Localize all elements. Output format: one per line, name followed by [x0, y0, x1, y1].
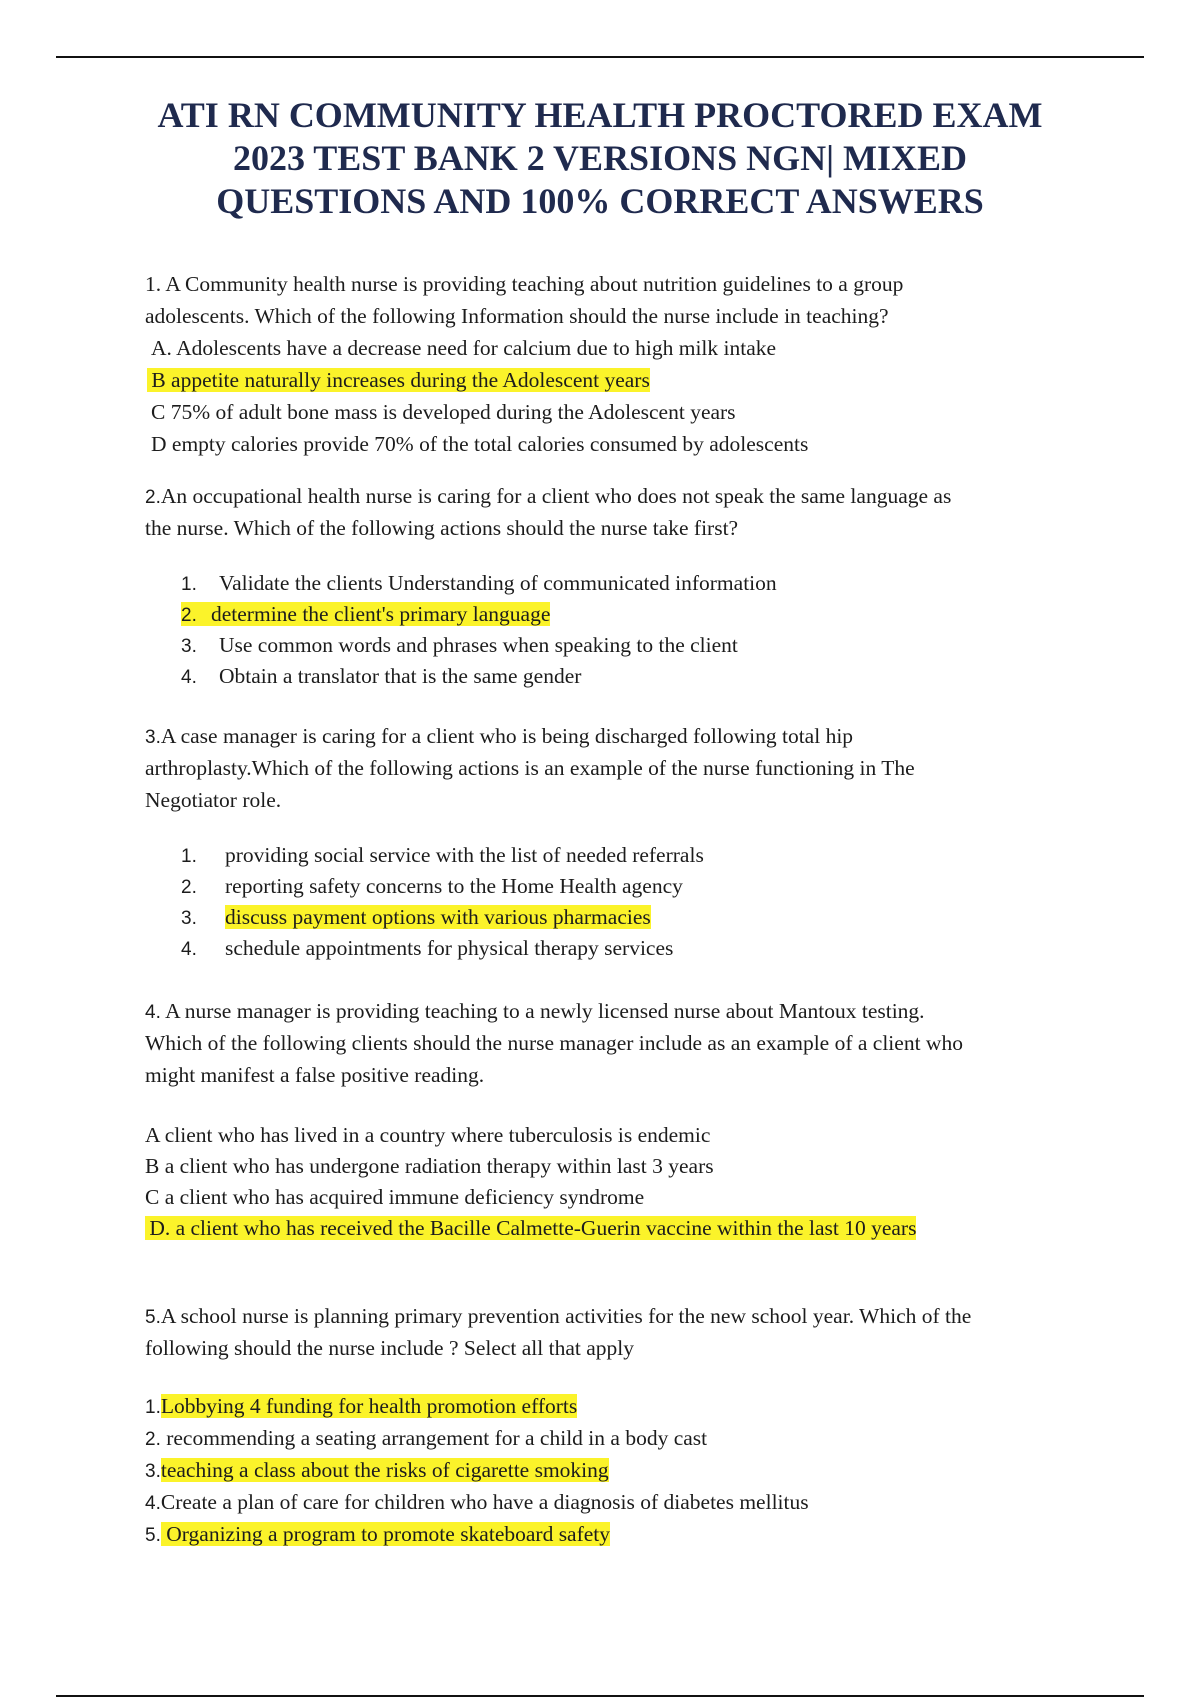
question-2-option-3: 3. Use common words and phrases when speaking to the client	[181, 633, 738, 657]
answer-highlight: D. a client who has received the Bacille Calmette-Guerin vaccine within the last 10 years	[145, 1216, 916, 1240]
question-5-option-5: 5. Organizing a program to promote skateboard safety	[145, 1522, 611, 1546]
question-4-option-b: B a client who has undergone radiation therapy within last 3 years	[145, 1154, 714, 1178]
question-4-option-a: A client who has lived in a country where tuberculosis is endemic	[145, 1123, 711, 1147]
question-3-option-3: 3. discuss payment options with various pharmacies	[181, 905, 651, 929]
question-1	[145, 268, 1090, 460]
answer-highlight: 2. determine the client's primary language	[181, 602, 551, 626]
question-5	[145, 1300, 1090, 1550]
question-4-stem-line: Which of the following clients should the nurse manager include as an example of a client who	[145, 1031, 963, 1055]
question-2	[145, 480, 1090, 692]
question-5-option-3: 3.teaching a class about the risks of cigarette smoking	[145, 1458, 609, 1482]
question-3	[145, 720, 1090, 964]
answer-highlight: B appetite naturally increases during the Adolescent years	[147, 368, 650, 392]
answer-highlight: discuss payment options with various pharmacies	[225, 905, 651, 929]
question-1-stem-line: 1. A Community health nurse is providing teaching about nutrition guidelines to a group	[145, 272, 904, 296]
question-3-option-1: 1. providing social service with the list of needed referrals	[181, 843, 704, 867]
answer-highlight: teaching a class about the risks of cigarette smoking	[160, 1458, 609, 1482]
answer-highlight: Lobbying 4 funding for health promotion efforts	[160, 1394, 578, 1418]
question-2-options	[181, 568, 1090, 692]
question-2-option-4: 4. Obtain a translator that is the same gender	[181, 664, 582, 688]
question-5-stem-line: 5.A school nurse is planning primary prevention activities for the new school year. Which of the	[145, 1304, 972, 1328]
question-3-stem-line: Negotiator role.	[145, 788, 282, 812]
question-3-options	[181, 840, 1090, 964]
answer-highlight: Organizing a program to promote skateboard safety	[161, 1522, 610, 1546]
question-2-stem-line: the nurse. Which of the following actions should the nurse take first?	[145, 516, 739, 540]
question-4-option-d	[145, 1212, 1090, 1243]
bottom-rule	[56, 1695, 1144, 1697]
question-5-option-4: 4.Create a plan of care for children who have a diagnosis of diabetes mellitus	[145, 1490, 809, 1514]
question-3-stem-line: 3.A case manager is caring for a client who is being discharged following total hip	[145, 724, 854, 748]
question-5-stem-line: following should the nurse include ? Select all that apply	[145, 1336, 635, 1360]
question-4-stem-line: might manifest a false positive reading.	[145, 1063, 485, 1087]
question-1-option-c: C 75% of adult bone mass is developed during the Adolescent years	[151, 400, 736, 424]
question-3-option-4: 4. schedule appointments for physical therapy services	[181, 936, 674, 960]
question-3-option-2: 2. reporting safety concerns to the Home Health agency	[181, 874, 683, 898]
question-2-stem-line: 2.An occupational health nurse is caring for a client who does not speak the same language as	[145, 484, 952, 508]
document-title: ATI RN COMMUNITY HEALTH PROCTORED EXAM 2023 TEST BANK 2 VERSIONS NGN| MIXED QUESTIONS AND 100% CORRECT ANSWERS	[157, 95, 1043, 221]
question-4-option-c: C a client who has acquired immune deficiency syndrome	[145, 1185, 645, 1209]
question-1-option-a: A. Adolescents have a decrease need for calcium due to high milk intake	[151, 336, 777, 360]
question-4	[145, 995, 1090, 1243]
question-5-option-1: 1.Lobbying 4 funding for health promotion efforts	[145, 1394, 578, 1418]
question-3-stem-line: arthroplasty.Which of the following actions is an example of the nurse functioning in The	[145, 756, 915, 780]
question-4-stem-line: 4. A nurse manager is providing teaching to a newly licensed nurse about Mantoux testing.	[145, 999, 925, 1023]
question-2-option-2	[181, 599, 1090, 630]
question-1-option-b	[145, 364, 1090, 396]
question-1-option-d: D empty calories provide 70% of the total calories consumed by adolescents	[151, 432, 809, 456]
question-5-option-2: 2. recommending a seating arrangement for a child in a body cast	[145, 1426, 708, 1450]
question-1-stem-line: adolescents. Which of the following Information should the nurse include in teaching?	[145, 304, 889, 328]
top-rule	[56, 56, 1144, 58]
question-2-option-1: 1. Validate the clients Understanding of communicated information	[181, 571, 777, 595]
